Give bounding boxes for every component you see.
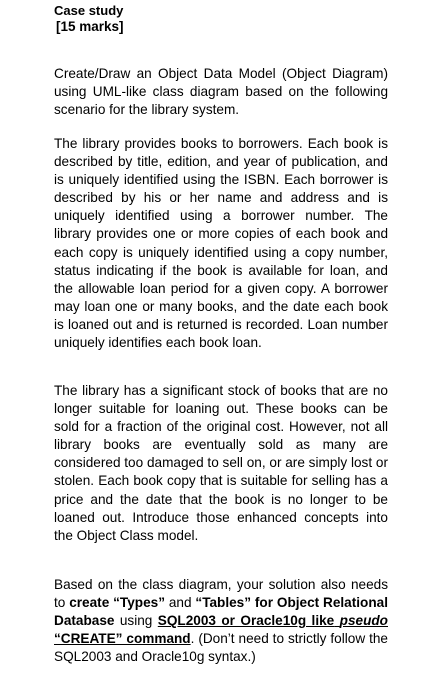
create-types-text: create “Types” bbox=[69, 595, 165, 611]
tables-text: “Tables” for Object Relational Database bbox=[54, 595, 388, 629]
scenario-paragraph: The library provides books to borrowers. Each book is described by title, edition, and year of publication, and is uniquely identified using the ISBN. Each borrower is described by his or her name and address and is uniquely identified using a borrower number. The library provides one or more copies of each book and each copy is uniquely identified using a copy number, status indicating if the book is available for loan, and the allowable loan period for a given copy. A borrower may loan one or many books, and the date each book is loaned out and is returned is recorded. Loan number uniquely identifies each book loan. bbox=[54, 136, 388, 351]
period-text: . bbox=[190, 631, 195, 647]
enhancement-paragraph: The library has a significant stock of books that are no longer suitable for loaning out. These books can be sold for a fraction of the original cost. However, not all library books are eventually sold as many are considered too damaged to sell on, or are simply lost or stolen. Each book copy that is suitable for selling has a price and the date that the book is no longer to be loaned out. Introduce those enhanced concepts into the Object Class model. bbox=[54, 383, 388, 543]
final-intro-text: Based on the class diagram, your solution also needs to bbox=[54, 577, 388, 611]
task-paragraph: Create/Draw an Object Data Model (Object Diagram) using UML-like class diagram based on the following scenario for the library system. bbox=[54, 66, 388, 118]
using-text: using bbox=[114, 613, 158, 629]
and-text: and bbox=[165, 595, 196, 611]
sql-oracle-text: SQL2003 or Oracle10g like bbox=[157, 613, 335, 629]
syntax-note-text: (Don’t need to strictly follow the SQL2003 and Oracle10g syntax.) bbox=[54, 631, 388, 665]
case-study-heading: Case study bbox=[54, 3, 124, 18]
create-command-text: “CREATE” command bbox=[54, 631, 191, 647]
pseudo-text: pseudo bbox=[339, 613, 388, 629]
marks-label: [15 marks] bbox=[56, 19, 124, 34]
final-paragraph bbox=[54, 576, 388, 666]
